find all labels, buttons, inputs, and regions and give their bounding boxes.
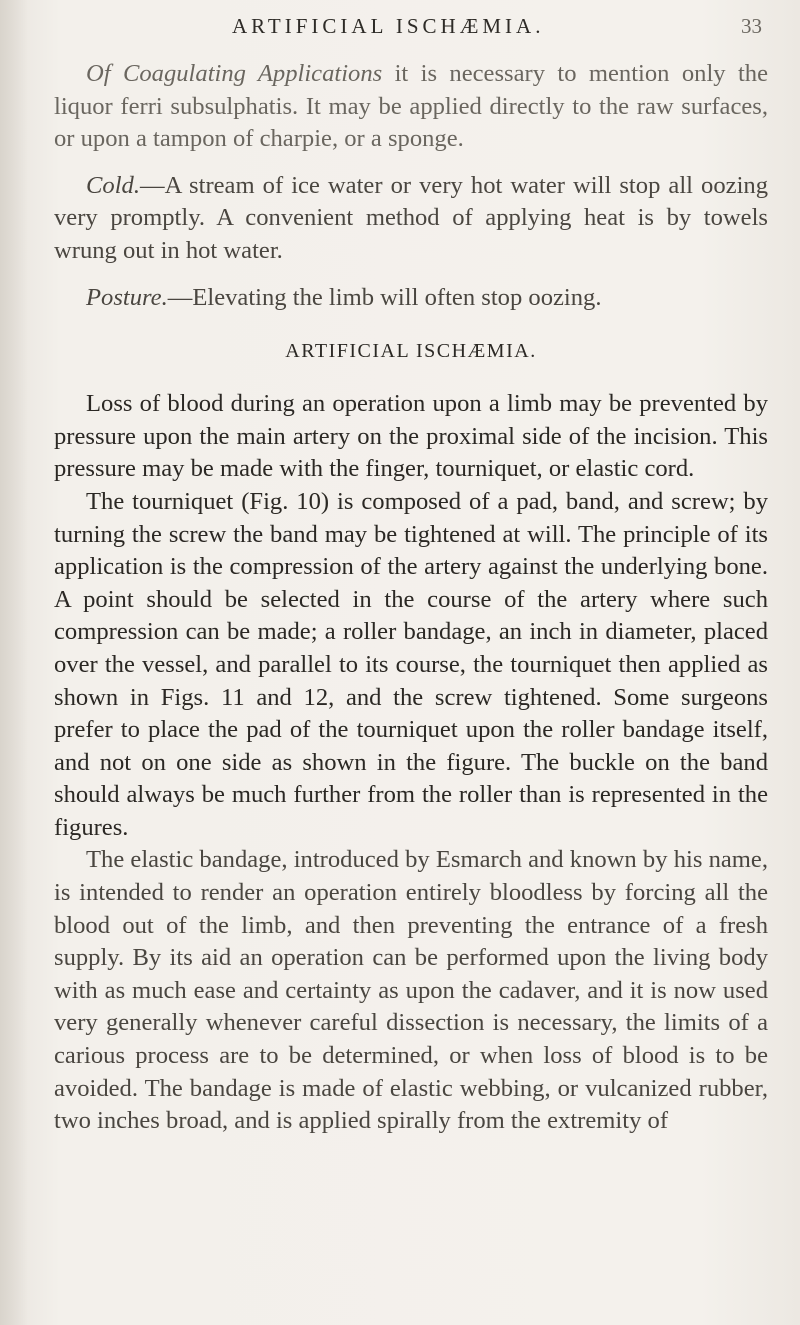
paragraph-posture bbox=[54, 282, 768, 315]
running-title: ARTIFICIAL ISCHÆMIA. bbox=[232, 14, 545, 38]
paragraph-loss-of-blood: Loss of blood during an operation upon a limb may be prevented by pressure upon the main artery on the proximal side of the incision. This pressure may be made with the finger, tourniquet, or elastic cord. bbox=[54, 390, 768, 483]
page-number: 33 bbox=[741, 14, 762, 38]
posture-lead: Posture. bbox=[86, 283, 168, 311]
coagulating-text: it is necessary to mention only the liquor ferri subsulphatis. It may be applied directly to the raw surfaces, or upon a tampon of charpie, or a sponge. bbox=[54, 60, 768, 153]
coagulating-lead: Of Coagulating Applications bbox=[86, 60, 383, 87]
paragraph-coagulating bbox=[54, 58, 768, 156]
paragraph-elastic-bandage: The elastic bandage, introduced by Esmarch and known by his name, is intended to render an operation entirely bloodless by forcing all the blood out of the limb, and then preventing the entrance of a fresh supply. By its aid an operation can be performed upon the living body with as much ease and certainty as upon the cadaver, and it is now used very generally whenever careful dissection is necessary, the limits of a carious process are to be determined, or when loss of blood is to be avoided. The bandage is made of elastic webbing, or vulcanized rubber, two inches broad, and is applied spirally from the extremity of bbox=[54, 846, 768, 1135]
posture-text: —Elevating the limb will often stop oozing. bbox=[167, 283, 602, 311]
cold-text: —A stream of ice water or very hot water will stop all oozing very promptly. A convenient method of applying heat is by towels wrung out in hot water. bbox=[54, 171, 768, 264]
paragraph-tourniquet: The tourniquet (Fig. 10) is composed of a pad, band, and screw; by turning the screw the band may be tightened at will. The principle of its application is the compression of the artery against the underlying bone. A point should be selected in the course of the artery where such compression can be made; a roller bandage, an inch in diameter, placed over the vessel, and parallel to its course, the tourniquet then applied as shown in Figs. 11 and 12, and the screw tightened. Some surgeons prefer to place the pad of the tourniquet upon the roller bandage itself, and not on one side as shown in the figure. The buckle on the band should always be much further from the roller than is represented in the figures. bbox=[54, 487, 768, 841]
paragraph-cold bbox=[54, 170, 768, 268]
page-binding-shadow bbox=[0, 0, 28, 1325]
page-body bbox=[54, 58, 768, 1138]
section-heading: ARTIFICIAL ISCHÆMIA. bbox=[285, 340, 537, 363]
cold-lead: Cold. bbox=[86, 171, 140, 199]
page-header bbox=[0, 14, 800, 54]
